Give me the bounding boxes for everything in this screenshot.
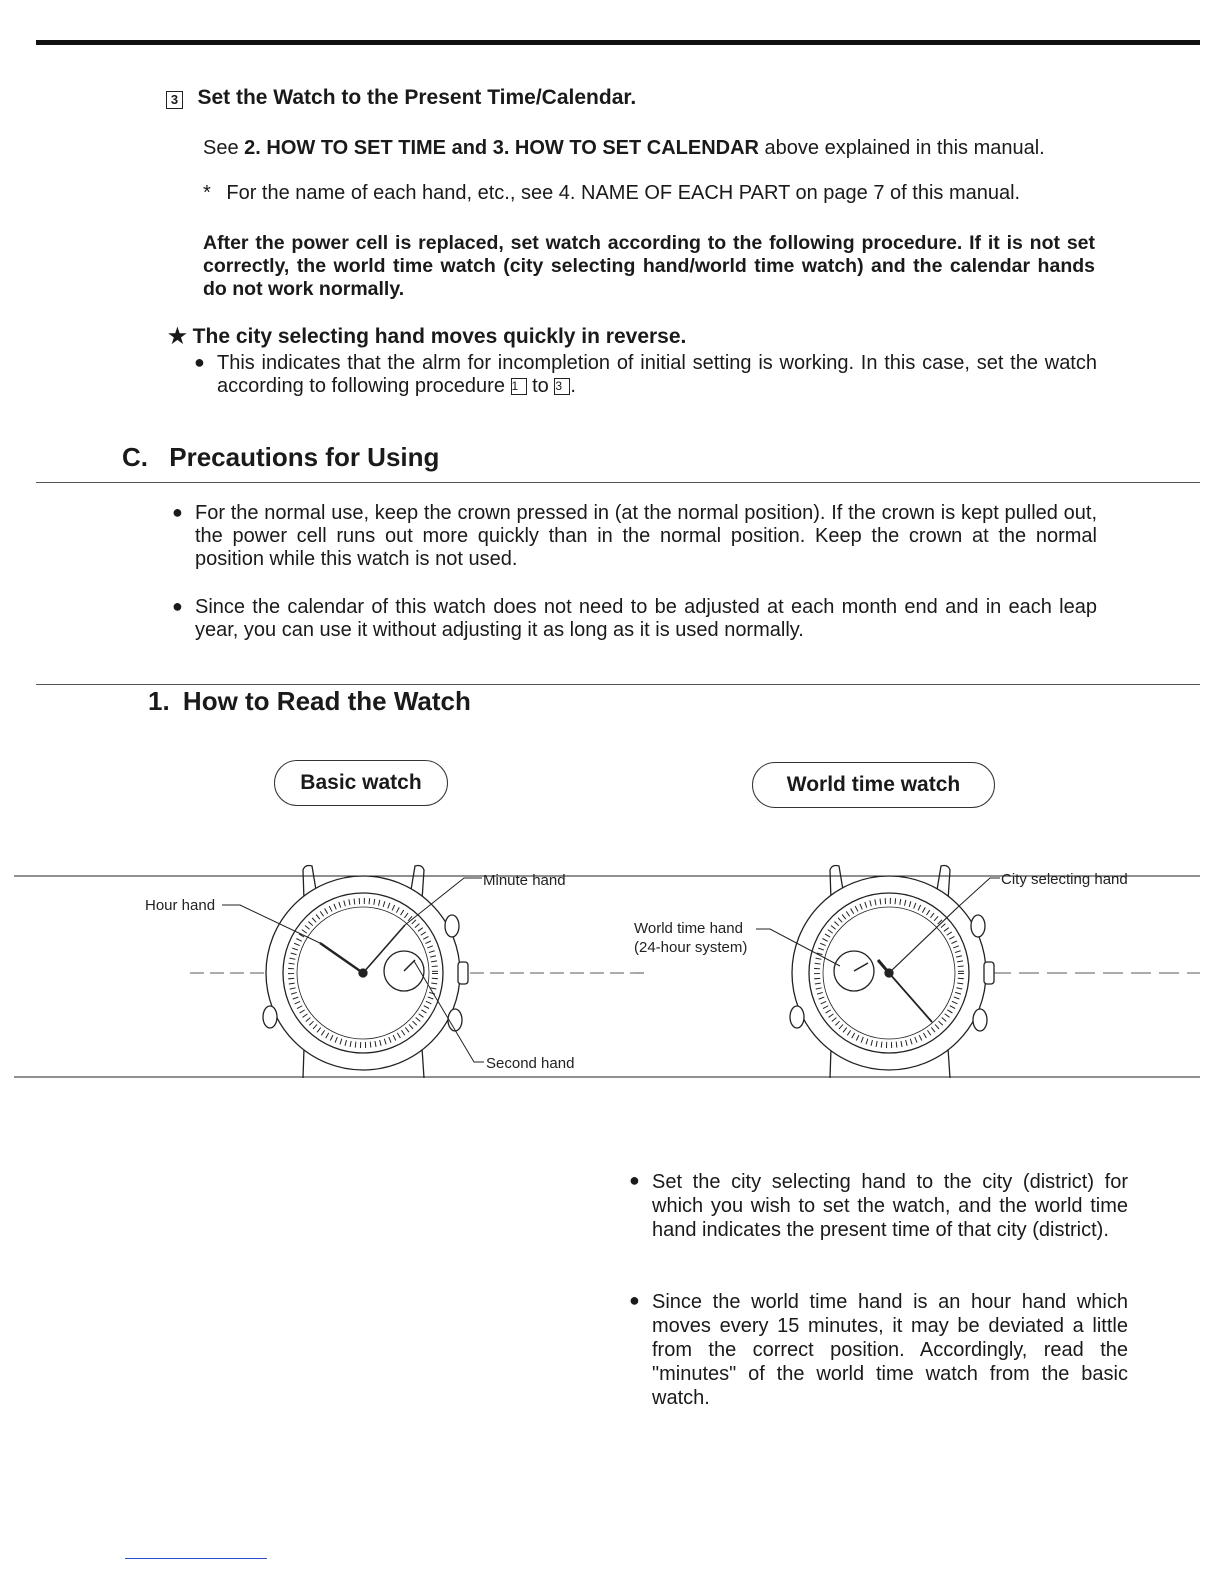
basic-watch-drawing <box>263 866 468 1079</box>
part-note <box>203 182 1103 205</box>
section-1-title: How to Read the Watch <box>182 686 471 716</box>
warning-heading <box>168 324 686 349</box>
basic-pusher-top <box>445 915 459 937</box>
label-24-hour-system: (24-hour system) <box>634 939 748 956</box>
basic-pivot <box>359 969 367 977</box>
section-c-heading <box>122 442 439 473</box>
label-world-time-hand: World time hand <box>634 920 743 937</box>
label-second-hand: Second hand <box>486 1055 575 1072</box>
star-icon: ★ <box>168 325 187 348</box>
step-3-title: Set the Watch to the Present Time/Calendar. <box>197 86 637 109</box>
step-number-box: 3 <box>166 91 183 109</box>
after-replacement-text: After the power cell is replaced, set watch according to the following procedure. If it is not set correctly, the world time watch (city selecting hand/world time watch) and the calendar hands do not work normally. <box>203 232 1095 300</box>
see-prefix: See <box>203 137 245 159</box>
step-box-1: 1 <box>511 378 527 395</box>
read-bullet-2: Since the world time hand is an hour hand which moves every 15 minutes, it may be deviated a little from the correct position. Accordingly, read the "minutes" of the world time watch from the basic watch. <box>652 1291 1128 1409</box>
city-selecting-hand-leader <box>958 878 1000 907</box>
section-1-rule <box>36 684 1200 685</box>
top-rule <box>36 40 1200 45</box>
warning-to: to <box>532 375 549 397</box>
label-hour-hand: Hour hand <box>145 897 216 914</box>
section-c-letter: C. <box>122 442 148 472</box>
note-star: * <box>203 182 211 204</box>
world-pivot <box>885 969 893 977</box>
basic-pusher-left <box>263 1006 277 1028</box>
label-city-selecting-hand: City selecting hand <box>1001 871 1128 888</box>
bullet-icon: ● <box>172 596 183 616</box>
world-time-watch-label: World time watch <box>752 762 995 808</box>
see-bold: 2. HOW TO SET TIME and 3. HOW TO SET CALENDAR <box>244 137 759 159</box>
bullet-icon: ● <box>629 1170 640 1190</box>
section-1-number: 1. <box>148 686 170 716</box>
warning-period: . <box>570 375 576 397</box>
world-watch-drawing <box>790 866 994 1079</box>
step-box-3: 3 <box>554 378 570 395</box>
bullet-icon: ● <box>629 1290 640 1310</box>
see-suffix: above explained in this manual. <box>759 137 1045 159</box>
basic-crown <box>458 962 468 984</box>
precaution-1: For the normal use, keep the crown pressed in (at the normal position). If the crown is kept pulled out, the power cell runs out more quickly than in the normal position. Keep the crown at the normal position while this watch is not used. <box>195 502 1097 570</box>
warning-bullet-text: This indicates that the alrm for incompletion of initial setting is working. In this case, set the watch according to following procedure <box>217 352 1097 397</box>
step-3-heading <box>166 86 636 110</box>
world-crown <box>984 962 994 984</box>
section-1-heading <box>148 686 471 717</box>
precaution-2: Since the calendar of this watch does not need to be adjusted at each month end and in each leap year, you can use it without adjusting it as long as it is used normally. <box>195 596 1097 641</box>
read-bullet-1: Set the city selecting hand to the city (district) for which you wish to set the watch, and the world time hand indicates the present time of that city (district). <box>652 1171 1128 1241</box>
basic-watch-label: Basic watch <box>274 760 448 806</box>
world-pusher-left <box>790 1006 804 1028</box>
section-c-title: Precautions for Using <box>169 442 440 472</box>
bullet-icon: ● <box>194 352 205 372</box>
footnote-rule <box>125 1558 267 1559</box>
section-c-rule <box>36 482 1200 483</box>
label-minute-hand: Minute hand <box>483 872 566 889</box>
world-pusher-top <box>971 915 985 937</box>
warning-text <box>217 352 1097 398</box>
basic-pusher-right <box>448 1009 462 1031</box>
bullet-icon: ● <box>172 502 183 522</box>
note-text: For the name of each hand, etc., see 4. NAME OF EACH PART on page 7 of this manual. <box>226 182 1021 204</box>
warning-title: The city selecting hand moves quickly in reverse. <box>192 325 687 348</box>
see-reference <box>203 137 1103 160</box>
world-pusher-right <box>973 1009 987 1031</box>
